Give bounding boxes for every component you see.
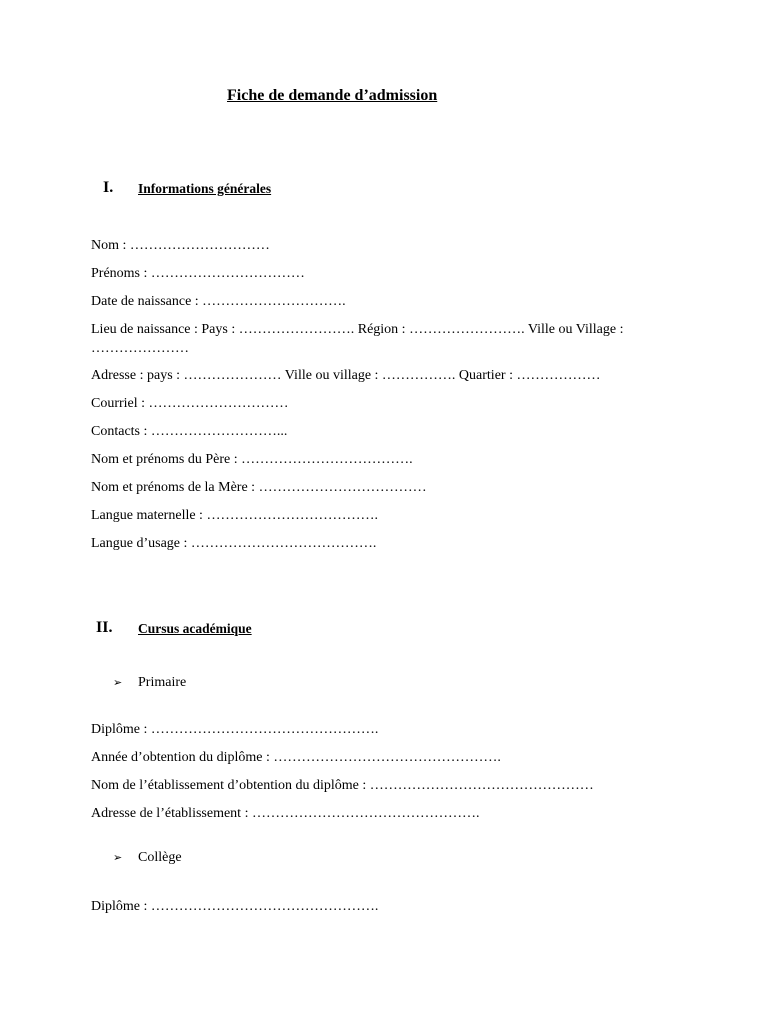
- document-title: Fiche de demande d’admission: [227, 87, 438, 104]
- field-langue-usage: Langue d’usage : ………………………………….: [91, 536, 377, 551]
- arrowhead-bullet-icon: ➢: [113, 676, 123, 689]
- field-pere: Nom et prénoms du Père : ……………………………….: [91, 452, 413, 467]
- subsection-primaire: [113, 675, 186, 691]
- field-college-diplome: Diplôme : ………………………………………….: [91, 899, 379, 914]
- field-date-naissance: Date de naissance : ………………………….: [91, 294, 346, 309]
- section-2-title: Cursus académique: [138, 621, 252, 636]
- subsection-primaire-label: Primaire: [138, 675, 187, 690]
- section-1-number: I.: [103, 179, 114, 196]
- field-courriel: Courriel : …………………………: [91, 396, 289, 411]
- field-primaire-etablissement: Nom de l’établissement d’obtention du diplôme : …………………………………………: [91, 778, 594, 793]
- field-mere: Nom et prénoms de la Mère : ………………………………: [91, 480, 427, 495]
- field-prenoms: Prénoms : ……………………………: [91, 266, 305, 281]
- field-primaire-diplome: Diplôme : ………………………………………….: [91, 722, 379, 737]
- section-1-title: Informations générales: [138, 181, 272, 196]
- section-2-number: II.: [96, 619, 113, 636]
- subsection-college: [113, 850, 182, 866]
- field-contacts: Contacts : ………………………...: [91, 424, 288, 439]
- arrowhead-bullet-icon: ➢: [113, 851, 123, 864]
- field-lieu-naissance: Lieu de naissance : Pays : ……………………. Région : ……………………. Ville ou Village : …………………: [91, 322, 624, 356]
- field-langue-maternelle: Langue maternelle : ……………………………….: [91, 508, 378, 523]
- subsection-college-label: Collège: [138, 850, 182, 865]
- field-primaire-annee: Année d’obtention du diplôme : ………………………………………….: [91, 750, 501, 765]
- field-nom: Nom : …………………………: [91, 238, 270, 253]
- field-adresse: Adresse : pays : ………………… Ville ou village : ……………. Quartier : ………………: [91, 368, 601, 383]
- field-primaire-adresse: Adresse de l’établissement : ………………………………………….: [91, 806, 480, 821]
